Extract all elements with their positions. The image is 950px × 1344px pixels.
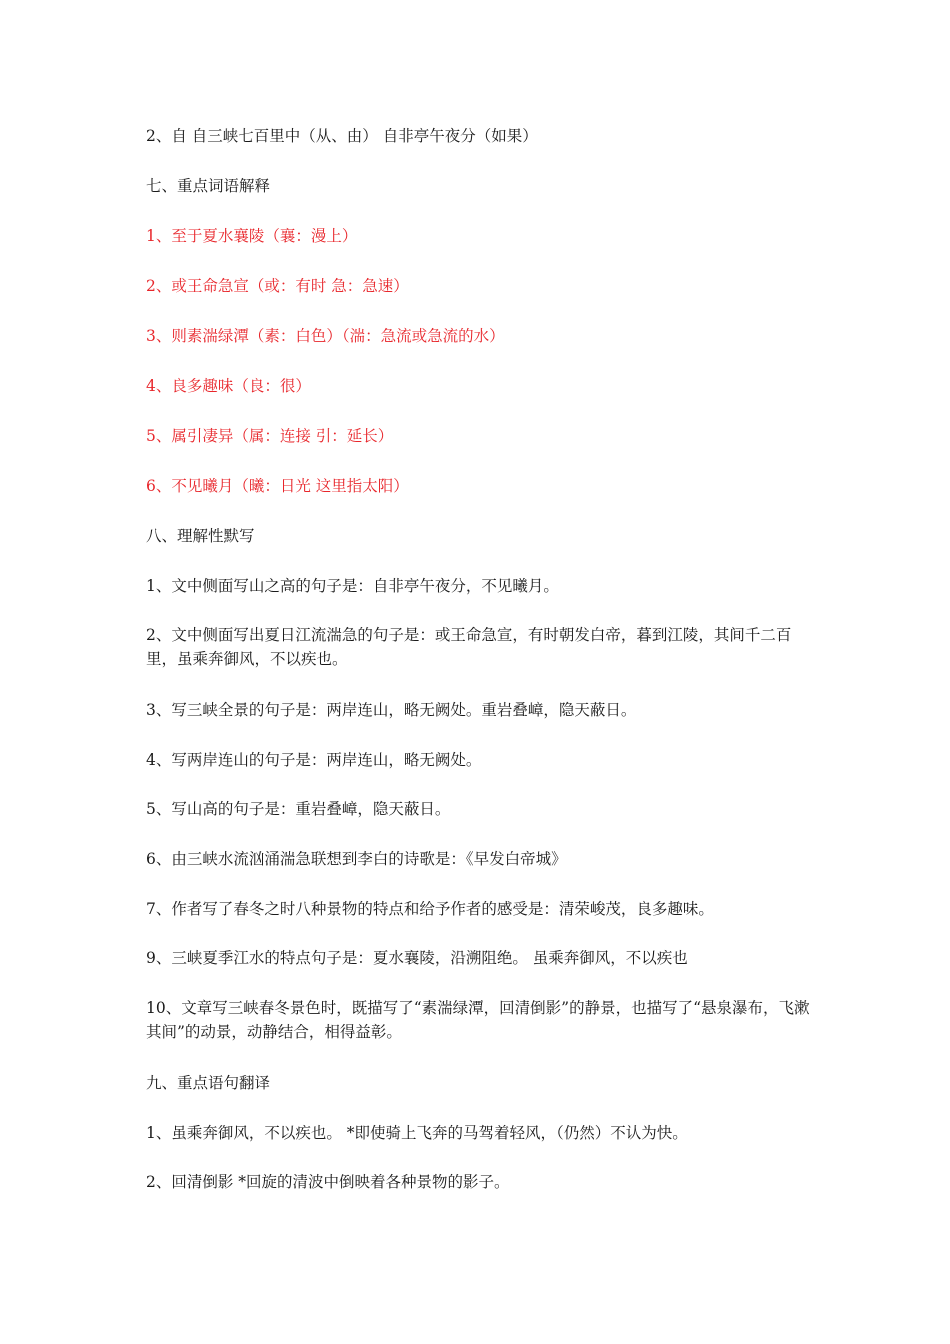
translation-item: 2、回清倒影 *回旋的清波中倒映着各种景物的影子。 [146, 1173, 510, 1191]
dictation-item: 9、三峡夏季江水的特点句子是：夏水襄陵，沿溯阻绝。 虽乘奔御风，不以疾也 [146, 949, 688, 967]
translation-item: 1、虽乘奔御风，不以疾也。 *即使骑上飞奔的马驾着轻风，（仍然）不认为快。 [146, 1124, 688, 1142]
dictation-item: 3、写三峡全景的句子是：两岸连山，略无阙处。重岩叠嶂，隐天蔽日。 [146, 701, 637, 719]
vocab-item: 4、良多趣味（良：很） [146, 377, 311, 395]
section-heading: 八、理解性默写 [146, 527, 255, 545]
section-heading: 七、重点词语解释 [146, 177, 271, 195]
vocab-item: 6、不见曦月（曦：日光 这里指太阳） [146, 477, 409, 495]
dictation-item: 2、文中侧面写出夏日江流湍急的句子是：或王命急宣，有时朝发白帝，暮到江陵，其间千二百里，虽乘奔御风，不以疾也。 [146, 626, 792, 668]
dictation-item: 6、由三峡水流汹涌湍急联想到李白的诗歌是：《早发白帝城》 [146, 850, 567, 868]
dictation-item: 10、文章写三峡春冬景色时，既描写了“素湍绿潭，回清倒影”的静景，也描写了“悬泉瀑布，飞漱其间”的动景，动静结合，相得益彰。 [146, 999, 810, 1041]
vocab-item: 2、或王命急宣（或：有时 急：急速） [146, 277, 409, 295]
dictation-item: 7、作者写了春冬之时八种景物的特点和给予作者的感受是：清荣峻茂，良多趣味。 [146, 900, 714, 918]
dictation-item: 5、写山高的句子是：重岩叠嶂，隐天蔽日。 [146, 800, 451, 818]
vocab-item: 5、属引凄异（属：连接 引：延长） [146, 427, 394, 445]
dictation-item: 4、写两岸连山的句子是：两岸连山，略无阙处。 [146, 751, 482, 769]
vocab-item: 3、则素湍绿潭（素：白色）（湍：急流或急流的水） [146, 327, 505, 345]
vocab-item: 1、至于夏水襄陵（襄：漫上） [146, 227, 358, 245]
text-line: 2、自 自三峡七百里中（从、由） 自非亭午夜分（如果） [146, 127, 538, 145]
section-heading: 九、重点语句翻译 [146, 1074, 271, 1092]
dictation-item: 1、文中侧面写山之高的句子是：自非亭午夜分，不见曦月。 [146, 577, 559, 595]
